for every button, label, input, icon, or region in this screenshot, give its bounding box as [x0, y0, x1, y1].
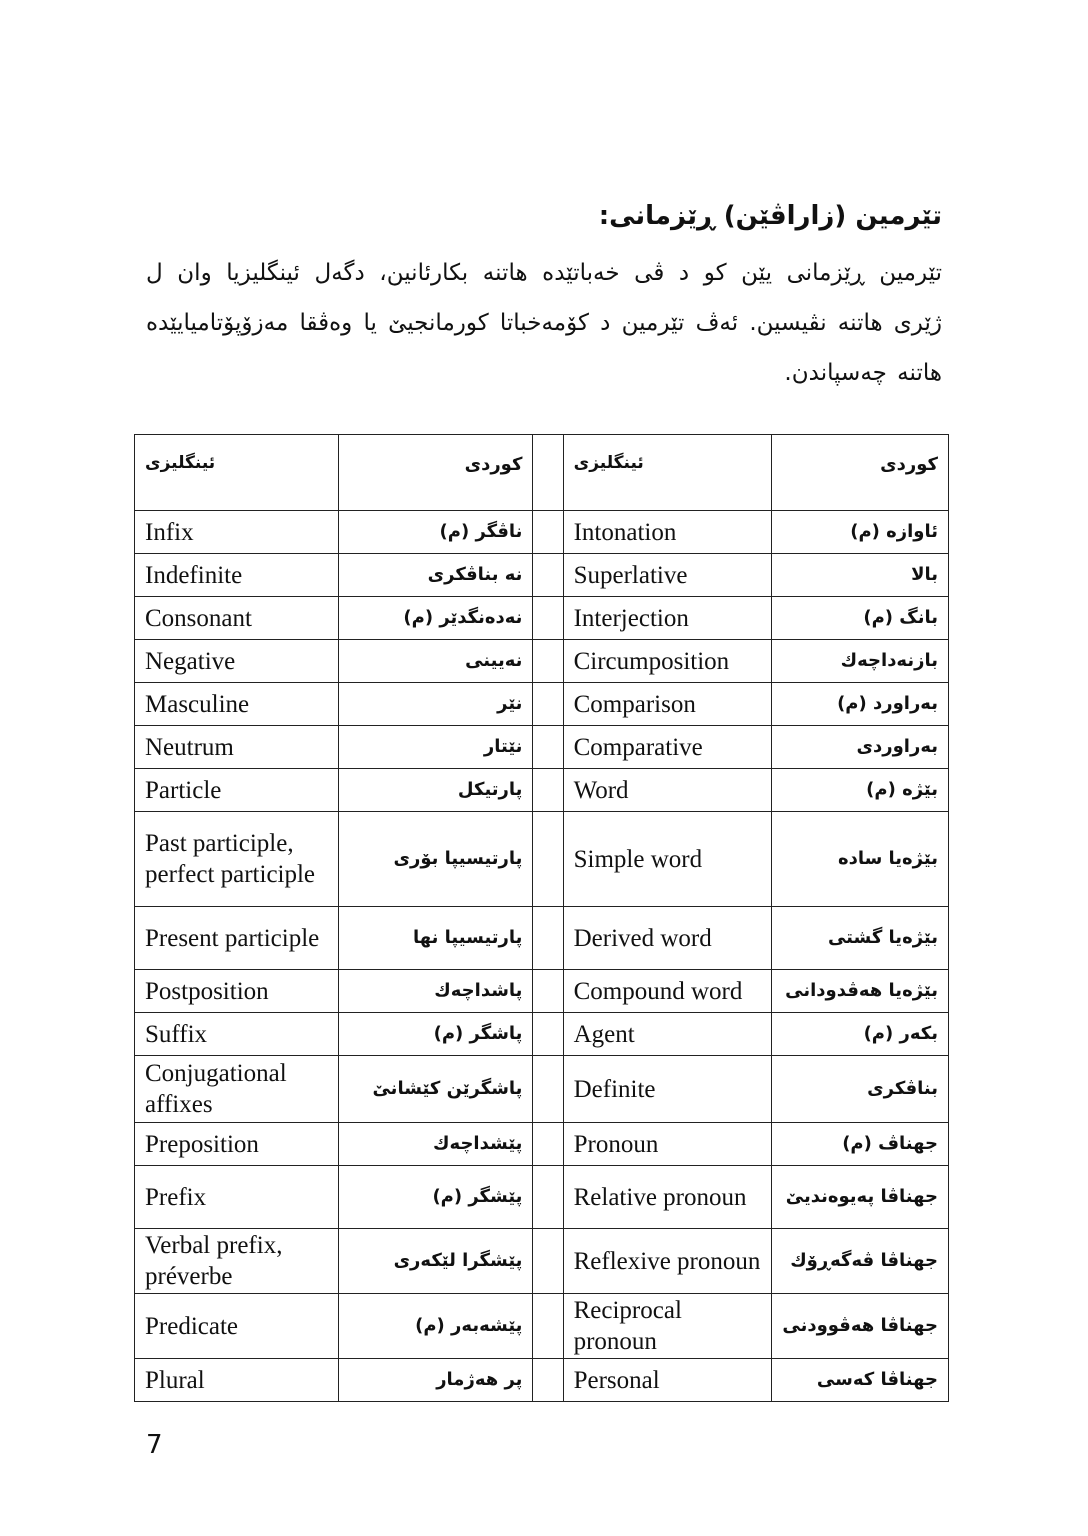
term-english-right: Pronoun	[563, 1123, 771, 1166]
term-kurdish-left: نێتار	[339, 726, 533, 769]
term-english-left: Negative	[135, 640, 339, 683]
term-kurdish-left: پێشداچەك	[339, 1123, 533, 1166]
term-english-left: Indefinite	[135, 554, 339, 597]
term-english-right: Simple word	[563, 812, 771, 907]
term-kurdish-left: نەدەنگدێر (م)	[339, 597, 533, 640]
term-kurdish-left: ناڤگر (م)	[339, 511, 533, 554]
table-row	[135, 907, 949, 970]
gap-cell	[533, 554, 563, 597]
term-english-left: Predicate	[135, 1294, 339, 1359]
gap-cell	[533, 1359, 563, 1402]
table-row	[135, 1294, 949, 1359]
term-kurdish-right: بێژەیا سادە	[771, 812, 948, 907]
term-english-right: Relative pronoun	[563, 1166, 771, 1229]
term-english-right: Comparative	[563, 726, 771, 769]
term-english-left: Neutrum	[135, 726, 339, 769]
term-english-right: Personal	[563, 1359, 771, 1402]
term-kurdish-right: بالا	[771, 554, 948, 597]
term-kurdish-right: بێژەیا هەڤدودانی	[771, 970, 948, 1013]
table-row	[135, 970, 949, 1013]
term-kurdish-right: بانگ (م)	[771, 597, 948, 640]
table-row	[135, 1166, 949, 1229]
term-english-left: Past participle, perfect participle	[135, 812, 339, 907]
table-row	[135, 1123, 949, 1166]
term-english-left: Infix	[135, 511, 339, 554]
term-kurdish-right: جهناڤا ڤەگەڕۆك	[771, 1229, 948, 1294]
header-kurdish-right: کوردی	[771, 435, 948, 511]
term-kurdish-right: بکەر (م)	[771, 1013, 948, 1056]
gap-cell	[533, 769, 563, 812]
gap-cell	[533, 726, 563, 769]
term-english-left: Conjugational affixes	[135, 1056, 339, 1123]
gap-cell	[533, 1294, 563, 1359]
gap-cell	[533, 640, 563, 683]
gap-cell	[533, 1229, 563, 1294]
term-english-left: Preposition	[135, 1123, 339, 1166]
term-kurdish-left: پێشگرا لێکەری	[339, 1229, 533, 1294]
term-english-right: Reciprocal pronoun	[563, 1294, 771, 1359]
table-row	[135, 769, 949, 812]
term-kurdish-right: بەراوردی	[771, 726, 948, 769]
header-english-right: ئینگلیزی	[563, 435, 771, 511]
term-kurdish-left: پارتیسیپا بۆری	[339, 812, 533, 907]
table-row	[135, 554, 949, 597]
term-english-left: Plural	[135, 1359, 339, 1402]
gap-cell	[533, 435, 563, 511]
term-english-right: Definite	[563, 1056, 771, 1123]
term-kurdish-left: نێر	[339, 683, 533, 726]
term-english-right: Reflexive pronoun	[563, 1229, 771, 1294]
term-kurdish-left: پر هەژمار	[339, 1359, 533, 1402]
term-kurdish-left: نە بناڤکری	[339, 554, 533, 597]
term-kurdish-right: بێژە (م)	[771, 769, 948, 812]
term-english-right: Word	[563, 769, 771, 812]
term-english-left: Particle	[135, 769, 339, 812]
term-kurdish-right: جهناڤا پەیوەندیێ	[771, 1166, 948, 1229]
table-row	[135, 640, 949, 683]
table-row	[135, 1013, 949, 1056]
term-english-right: Comparison	[563, 683, 771, 726]
header-english-left: ئینگلیزی	[135, 435, 339, 511]
term-english-right: Intonation	[563, 511, 771, 554]
term-kurdish-right: جهناڤ (م)	[771, 1123, 948, 1166]
gap-cell	[533, 1013, 563, 1056]
table-row	[135, 726, 949, 769]
term-english-left: Consonant	[135, 597, 339, 640]
term-kurdish-left: پێشەبەر (م)	[339, 1294, 533, 1359]
term-kurdish-left: پێشگر (م)	[339, 1166, 533, 1229]
term-english-right: Interjection	[563, 597, 771, 640]
gap-cell	[533, 511, 563, 554]
term-english-right: Circumposition	[563, 640, 771, 683]
term-kurdish-right: بێژەیا گشتی	[771, 907, 948, 970]
gap-cell	[533, 970, 563, 1013]
term-english-left: Verbal prefix, préverbe	[135, 1229, 339, 1294]
table-row	[135, 683, 949, 726]
table-row	[135, 812, 949, 907]
term-english-right: Compound word	[563, 970, 771, 1013]
term-english-left: Prefix	[135, 1166, 339, 1229]
table-row	[135, 1056, 949, 1123]
gap-cell	[533, 597, 563, 640]
term-english-left: Suffix	[135, 1013, 339, 1056]
header-kurdish-left: کوردی	[339, 435, 533, 511]
term-kurdish-right: بەراورد (م)	[771, 683, 948, 726]
gap-cell	[533, 1123, 563, 1166]
table-row	[135, 511, 949, 554]
term-kurdish-left: پارتیسیپا نها	[339, 907, 533, 970]
term-kurdish-right: جهناڤا هەڤوودنی	[771, 1294, 948, 1359]
table-row	[135, 1359, 949, 1402]
table-row	[135, 1229, 949, 1294]
table-header-row	[135, 435, 949, 511]
gap-cell	[533, 907, 563, 970]
glossary-table	[134, 434, 949, 1402]
term-english-left: Postposition	[135, 970, 339, 1013]
intro-paragraph: تێرمین ڕێزمانی یێن کو د ڤی خەباتێدە هاتنە بکارئانین، دگەل ئینگلیزیا وان ل ژێری هاتنە نڤیسین. ئەڤ تێرمین د کۆمەخباتا کورمانجیێ یا وەڤقا مەزۆپۆتامیایێدە هاتنە چەسپاندن.	[146, 260, 942, 386]
term-kurdish-left: پاشگرێن کێشانێ	[339, 1056, 533, 1123]
term-kurdish-right: بناڤکری	[771, 1056, 948, 1123]
term-english-right: Derived word	[563, 907, 771, 970]
term-english-left: Masculine	[135, 683, 339, 726]
gap-cell	[533, 1166, 563, 1229]
term-kurdish-left: نەیینی	[339, 640, 533, 683]
gap-cell	[533, 812, 563, 907]
term-kurdish-left: پاشگر (م)	[339, 1013, 533, 1056]
page-number: 7	[146, 1430, 163, 1460]
section-heading: تێرمین (زاراڤێن) ڕێزمانی:	[598, 201, 942, 231]
term-kurdish-right: ئاوازە (م)	[771, 511, 948, 554]
term-kurdish-left: پارتیکل	[339, 769, 533, 812]
term-english-left: Present participle	[135, 907, 339, 970]
term-english-right: Agent	[563, 1013, 771, 1056]
term-kurdish-left: پاشداچەك	[339, 970, 533, 1013]
term-kurdish-right: جهناڤا کەسی	[771, 1359, 948, 1402]
table-row	[135, 597, 949, 640]
term-kurdish-right: بازنەداچەك	[771, 640, 948, 683]
gap-cell	[533, 683, 563, 726]
term-english-right: Superlative	[563, 554, 771, 597]
gap-cell	[533, 1056, 563, 1123]
